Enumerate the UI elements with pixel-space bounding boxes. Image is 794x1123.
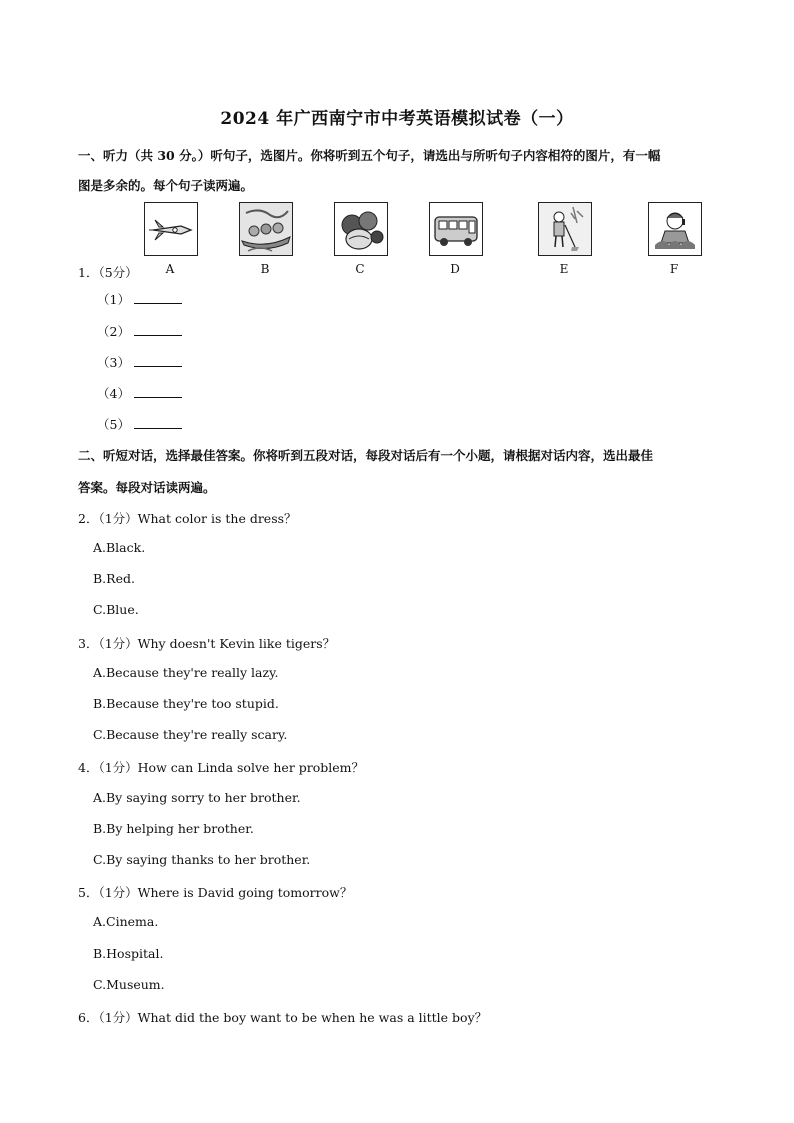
question-2-option-c[interactable]: C.Blue. (93, 602, 139, 617)
blank-5 (97, 415, 182, 433)
answer-blank[interactable] (134, 386, 182, 398)
blank-1 (97, 290, 182, 308)
answer-blank[interactable] (134, 417, 182, 429)
question-5-option-b[interactable]: B.Hospital. (93, 946, 164, 961)
question-2-option-b[interactable]: B.Red. (93, 571, 135, 586)
blank-4 (97, 384, 182, 402)
picture-label-f: F (669, 262, 679, 276)
answer-blank[interactable] (134, 355, 182, 367)
question-3-option-c[interactable]: C.Because they're really scary. (93, 727, 288, 742)
blank-3 (97, 353, 182, 371)
blank-number: （3） (97, 355, 130, 370)
blank-number: （5） (97, 417, 130, 432)
girl-phone-icon (648, 202, 702, 256)
question-3-option-a[interactable]: A.Because they're really lazy. (93, 665, 279, 680)
question-6-stem: 6．（1分）What did the boy want to be when he was a little boy？ (78, 1010, 488, 1025)
blank-number: （4） (97, 386, 130, 401)
blank-2 (97, 322, 182, 340)
picture-label-e: E (559, 262, 569, 276)
question-2-stem: 2．（1分）What color is the dress？ (78, 511, 297, 526)
section2-heading-line1: 二、听短对话，选择最佳答案。你将听到五段对话，每段对话后有一个小题，请根据对话内容，选出最佳 (78, 448, 654, 463)
question-3-stem: 3．（1分）Why doesn't Kevin like tigers？ (78, 636, 336, 651)
question-3-option-b[interactable]: B.Because they're too stupid. (93, 696, 279, 711)
page-title: 2024 年广西南宁市中考英语模拟试卷（一） (220, 109, 574, 129)
picture-label-b: B (260, 262, 270, 276)
blank-number: （1） (97, 292, 130, 307)
answer-blank[interactable] (134, 292, 182, 304)
question-4-option-c[interactable]: C.By saying thanks to her brother. (93, 852, 311, 867)
question-5-stem: 5．（1分）Where is David going tomorrow？ (78, 885, 353, 900)
question-5-option-c[interactable]: C.Museum. (93, 977, 165, 992)
picture-label-d: D (450, 262, 460, 276)
blank-number: （2） (97, 324, 130, 339)
picture-label-a: A (165, 262, 175, 276)
answer-blank[interactable] (134, 324, 182, 336)
section2-heading-line2: 答案。每段对话读两遍。 (78, 480, 216, 495)
section1-heading-line1: 一、听力（共 30 分。）听句子，选图片。你将听到五个句子，请选出与所听句子内容相符的图片，有一幅 (78, 148, 661, 163)
rocket-icon (144, 202, 198, 256)
question-5-option-a[interactable]: A.Cinema. (93, 914, 159, 929)
section1-heading-line2: 图是多余的。每个句子读两遍。 (78, 178, 254, 193)
bus-icon (429, 202, 483, 256)
dragon-boat-icon (239, 202, 293, 256)
fruit-icon (334, 202, 388, 256)
question-1-stem: 1．（5分） (78, 265, 138, 280)
picture-label-c: C (355, 262, 365, 276)
question-2-option-a[interactable]: A.Black. (93, 540, 146, 555)
question-4-option-b[interactable]: B.By helping her brother. (93, 821, 254, 836)
question-4-option-a[interactable]: A.By saying sorry to her brother. (93, 790, 301, 805)
question-4-stem: 4．（1分）How can Linda solve her problem？ (78, 760, 365, 775)
boy-sweeping-icon (538, 202, 592, 256)
